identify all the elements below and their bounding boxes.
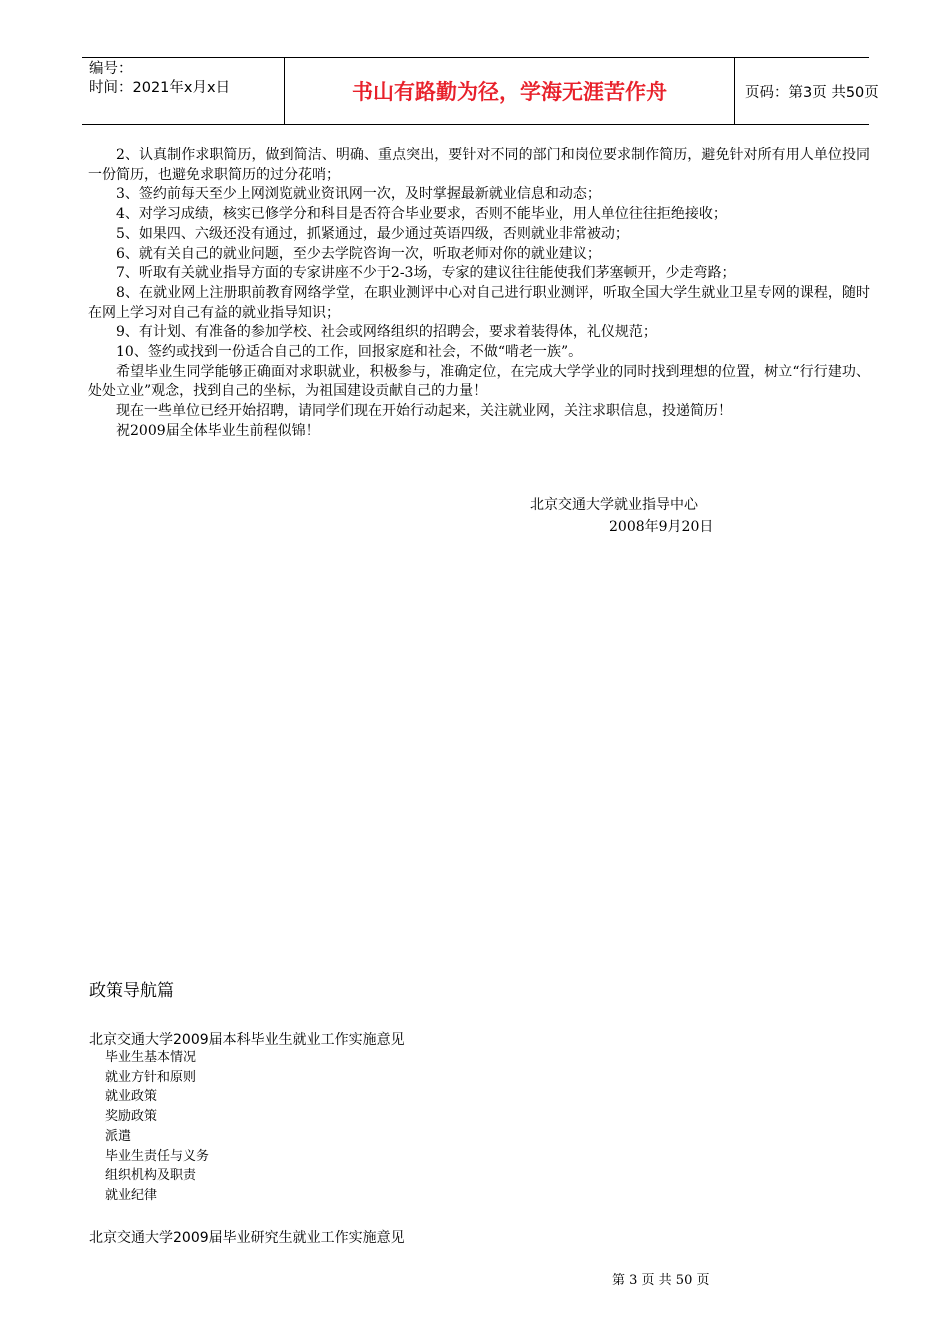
paragraph: 5、如果四、六级还没有通过，抓紧通过，最少通过英语四级，否则就业非常被动； xyxy=(116,225,629,242)
signature-date: 2008年9月20日 xyxy=(609,519,714,535)
signature-org: 北京交通大学就业指导中心 xyxy=(530,497,698,513)
paragraph: 6、就有关自己的就业问题，至少去学院咨询一次，听取老师对你的就业建议； xyxy=(116,245,601,262)
toc-item: 就业方针和原则 xyxy=(105,1069,197,1085)
section-title: 政策导航篇 xyxy=(89,981,174,1001)
paragraph: 7、听取有关就业指导方面的专家讲座不少于2-3场，专家的建议往往能使我们茅塞顿开，少走弯路； xyxy=(116,265,736,282)
toc-item: 就业政策 xyxy=(105,1089,158,1105)
paragraph: 希望毕业生同学能够正确面对求职就业，积极参与，准确定位，在完成大学学业的同时找到理想的位置，树立“行行建功、处处立业”观念，找到自己的坐标，为祖国建设贡献自己的力量！ xyxy=(88,363,870,400)
header-page-info: 页码：第3页 共50页 xyxy=(745,84,879,101)
doc-title-undergrad: 北京交通大学2009届本科毕业生就业工作实施意见 xyxy=(89,1032,405,1048)
toc-item: 组织机构及职责 xyxy=(105,1168,197,1184)
paragraph: 8、在就业网上注册职前教育网络学堂，在职业测评中心对自己进行职业测评，听取全国大学生就业卫星专网的课程，随时在网上学习对自己有益的就业指导知识； xyxy=(88,284,870,321)
toc-item: 毕业生基本情况 xyxy=(105,1050,197,1065)
body-text xyxy=(88,146,870,442)
paragraph: 10、签约或找到一份适合自己的工作，回报家庭和社会，不做“啃老一族”。 xyxy=(116,344,583,361)
toc-item: 毕业生责任与义务 xyxy=(105,1148,210,1164)
header-info xyxy=(82,58,284,124)
paragraph: 祝2009届全体毕业生前程似锦！ xyxy=(116,422,320,439)
time-label: 时间：2021年x月x日 xyxy=(89,80,231,96)
header-motto: 书山有路勤为径，学海无涯苦作舟 xyxy=(284,58,735,124)
page-header xyxy=(82,57,879,125)
doc-title-graduate: 北京交通大学2009届毕业研究生就业工作实施意见 xyxy=(89,1230,405,1246)
toc-item: 就业纪律 xyxy=(105,1187,158,1203)
toc-item: 奖励政策 xyxy=(105,1109,158,1125)
page-footer: 第 3 页 共 50 页 xyxy=(612,1273,710,1288)
toc-item: 派遣 xyxy=(105,1128,132,1144)
paragraph: 9、有计划、有准备的参加学校、社会或网络组织的招聘会，要求着装得体，礼仪规范； xyxy=(116,324,657,341)
paragraph: 现在一些单位已经开始招聘，请同学们现在开始行动起来，关注就业网，关注求职信息，投递简历！ xyxy=(116,403,732,420)
toc-list xyxy=(105,1048,209,1206)
paragraph: 4、对学习成绩，核实已修学分和科目是否符合毕业要求，否则不能毕业，用人单位往往拒绝接收； xyxy=(116,206,727,223)
paragraph: 3、签约前每天至少上网浏览就业资讯网一次，及时掌握最新就业信息和动态； xyxy=(116,186,601,203)
paragraph: 2、认真制作求职简历，做到简洁、明确、重点突出，要针对不同的部门和岗位要求制作简历，避免针对所有用人单位投同一份简历，也避免求职简历的过分花哨； xyxy=(88,147,870,183)
number-label: 编号： xyxy=(89,61,133,77)
